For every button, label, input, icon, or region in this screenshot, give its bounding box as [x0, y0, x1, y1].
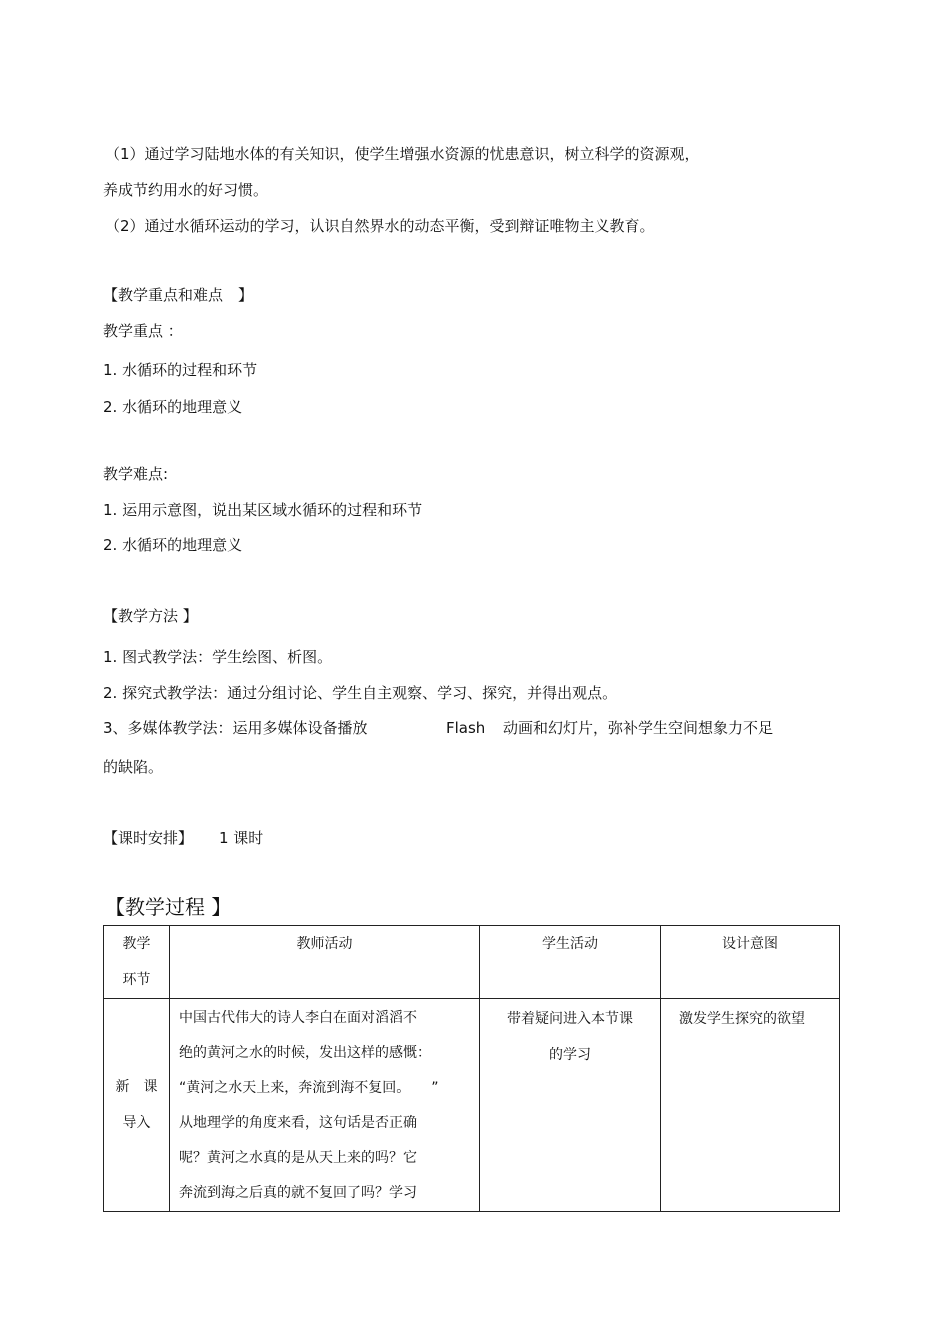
- student-line-1: 带着疑问进入本节课: [507, 1011, 633, 1027]
- method-item-3-line-2: 的缺陷。: [103, 758, 164, 776]
- student-line-2: 的学习: [549, 1047, 591, 1063]
- difficulty-item-2: 2. 水循环的地理意义: [103, 536, 243, 554]
- header-stage: [104, 926, 170, 999]
- teacher-line-2: 绝的黄河之水的时候，发出这样的感慨：: [179, 1045, 431, 1061]
- process-heading: 【教学过程 】: [105, 895, 232, 919]
- schedule-label: 【课时安排】: [103, 829, 194, 847]
- header-teacher: 教师活动: [170, 926, 480, 999]
- teacher-line-6: 奔流到海之后真的就不复回了吗？学习: [179, 1185, 417, 1201]
- teacher-line-5: 呢？黄河之水真的是从天上来的吗？它: [179, 1150, 417, 1166]
- table-row: [104, 999, 840, 1212]
- focus-item-2: 2. 水循环的地理意义: [103, 398, 243, 416]
- focus-item-1: 1. 水循环的过程和环节: [103, 361, 258, 379]
- teacher-activity-cell: [170, 999, 480, 1212]
- goal-item-2: （2）通过水循环运动的学习，认识自然界水的动态平衡，受到辩证唯物主义教育。: [105, 217, 655, 235]
- method-item-3-part-1: 3、多媒体教学法：运用多媒体设备播放: [103, 719, 368, 737]
- method-item-1: 1. 图式教学法：学生绘图、析图。: [103, 648, 333, 666]
- header-design: 设计意图: [661, 926, 840, 999]
- header-stage-line-2: 环节: [122, 972, 151, 988]
- teaching-process-table: [103, 925, 840, 1212]
- teacher-line-3: “黄河之水天上来，奔流到海不复回。 ”: [179, 1080, 439, 1096]
- method-item-2: 2. 探究式教学法：通过分组讨论、学生自主观察、学习、探究，并得出观点。: [103, 684, 618, 702]
- goal-item-1-line-1: （1）通过学习陆地水体的有关知识，使学生增强水资源的忧患意识，树立科学的资源观，: [105, 145, 700, 163]
- teacher-line-4: 从地理学的角度来看，这句话是否正确: [179, 1115, 417, 1131]
- method-item-3-part-2: 动画和幻灯片，弥补学生空间想象力不足: [503, 719, 774, 737]
- methods-heading: 【教学方法 】: [103, 607, 198, 625]
- stage-cell: [104, 999, 170, 1212]
- table-header-row: [104, 926, 840, 999]
- difficulty-item-1: 1. 运用示意图，说出某区域水循环的过程和环节: [103, 501, 423, 519]
- stage-line-2: 导入: [122, 1115, 151, 1131]
- focus-label: 教学重点 ：: [103, 322, 183, 340]
- design-intent-cell: [661, 999, 840, 1212]
- stage-line-1: 新 课: [115, 1079, 158, 1095]
- key-points-heading: 【教学重点和难点 】: [103, 286, 254, 304]
- difficulty-label: 教学难点:: [103, 465, 169, 483]
- method-item-3-flash: Flash: [446, 719, 486, 737]
- header-student: 学生活动: [480, 926, 661, 999]
- teacher-line-1: 中国古代伟大的诗人李白在面对滔滔不: [179, 1010, 417, 1026]
- schedule-value: 1 课时: [219, 829, 264, 847]
- goal-item-1-line-2: 养成节约用水的好习惯。: [103, 181, 269, 199]
- student-activity-cell: [480, 999, 661, 1212]
- design-line-1: 激发学生探究的欲望: [679, 1011, 805, 1027]
- header-stage-line-1: 教学: [122, 936, 151, 952]
